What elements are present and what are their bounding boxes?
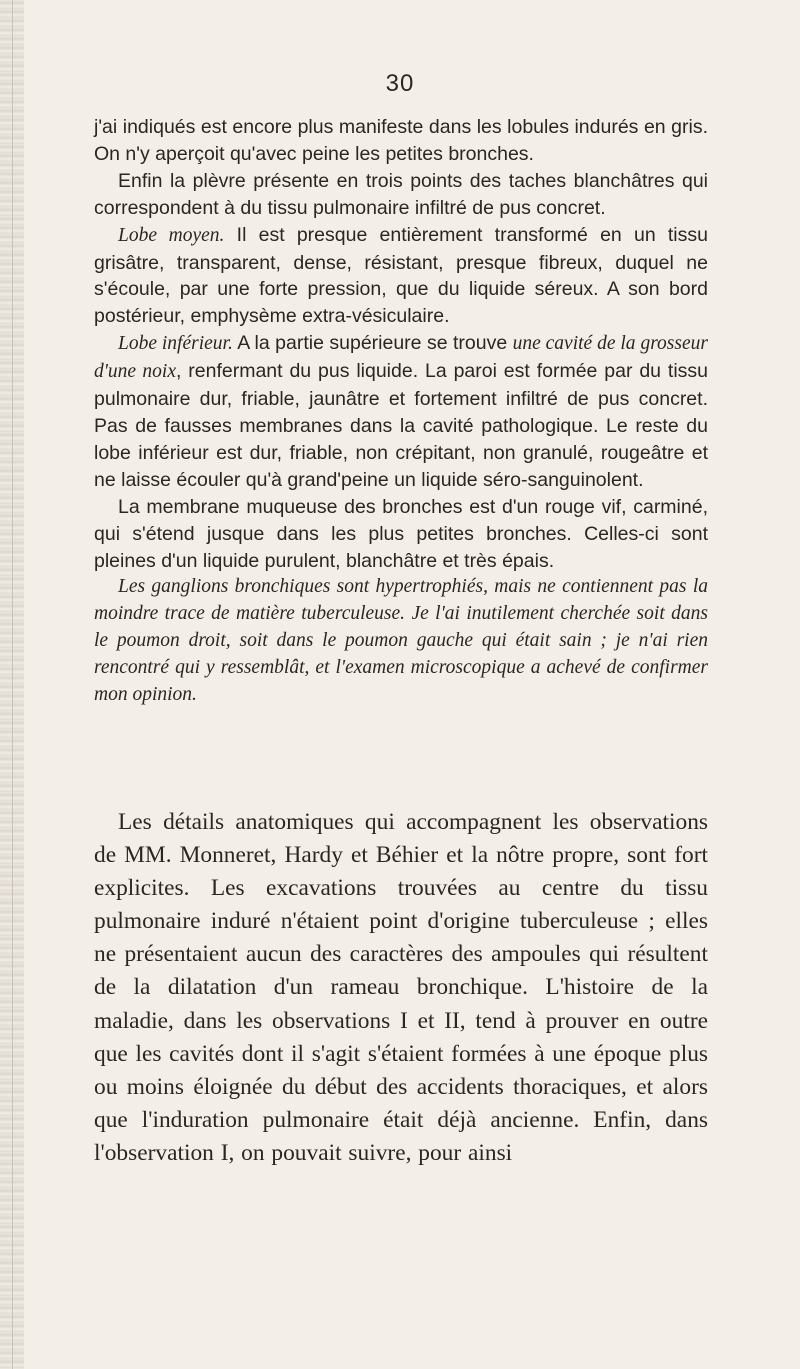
paragraph-lobe-moyen (94, 222, 708, 331)
observation-text (94, 114, 708, 709)
page-number: 30 (385, 70, 415, 97)
lobe-inferieur-italic: une cavité de la grosseur d'une noix (94, 333, 708, 383)
paragraph-plevre: Enfin la plèvre présente en trois points des taches blanchâtres qui correspondent à du tissu pulmonaire infiltré de pus concret. (94, 169, 708, 219)
discussion-text (94, 806, 708, 1170)
paragraph-details: Les détails anatomiques qui accompagnent les observations de MM. Monneret, Hardy et Béhier et la nôtre propre, sont fort explicites. Les excavations trouvées au centre du tissu pulmonaire induré n'étaient point d'origine tuberculeuse ; elles ne présentaient aucun des caractères des ampoules qui résultent de la dilatation d'un rameau bronchique. L'histoire de la maladie, dans les observations I et II, tend à prouver en outre que les cavités dont il s'agit s'étaient formées à une époque plus ou moins éloignée du début des accidents thoraciques, et alors que l'induration pulmonaire était déjà ancienne. Enfin, dans l'observation I, on pouvait suivre, pour ainsi (94, 809, 708, 1166)
paragraph-ganglions: Les ganglions bronchiques sont hypertrophiés, mais ne contiennent pas la moindre trace de matière tuberculeuse. Je l'ai inutilement cherchée soit dans le poumon droit, soit dans le poumon gauche qui était sain ; je n'ai rien rencontré qui y ressemblât, et l'examen microscopique a achevé de confirmer mon opinion. (94, 576, 708, 706)
paragraph-lobe-inferieur (94, 330, 708, 493)
lobe-moyen-label: Lobe moyen. (118, 224, 225, 246)
paragraph-membrane: La membrane muqueuse des bronches est d'un rouge vif, carminé, qui s'étend jusque dans les plus petites bronches. Celles-ci sont pleines d'un liquide purulent, blanchâtre et très épais. (94, 495, 708, 572)
lobe-inferieur-text-a: A la partie supérieure se trouve (232, 332, 513, 355)
lobe-moyen-text: Il est presque entièrement transformé en un tissu grisâtre, transparent, dense, résistant, presque fibreux, duquel ne s'écoule, par une forte pression, que du liquide séreux. A son bord postérieur, emphysème extra-vésiculaire. (94, 223, 708, 328)
lobe-inferieur-label: Lobe inférieur. (118, 333, 233, 355)
paragraph-lobules: j'ai indiqués est encore plus manifeste dans les lobules indurés en gris. On n'y aperçoit qu'avec peine les petites bronches. (94, 116, 708, 165)
page-edge-line (12, 0, 13, 1369)
lobe-inferieur-text-b: , renfermant du pus liquide. La paroi est formée par du tissu pulmonaire dur, friable, jaunâtre et fortement infiltré de pus concret. Pas de fausses membranes dans la cavité pathologique. Le reste du lobe inférieur est dur, friable, non crépitant, non granulé, rougeâtre et ne laisse écouler qu'à grand'peine un liquide séro-sanguinolent. (94, 360, 708, 491)
